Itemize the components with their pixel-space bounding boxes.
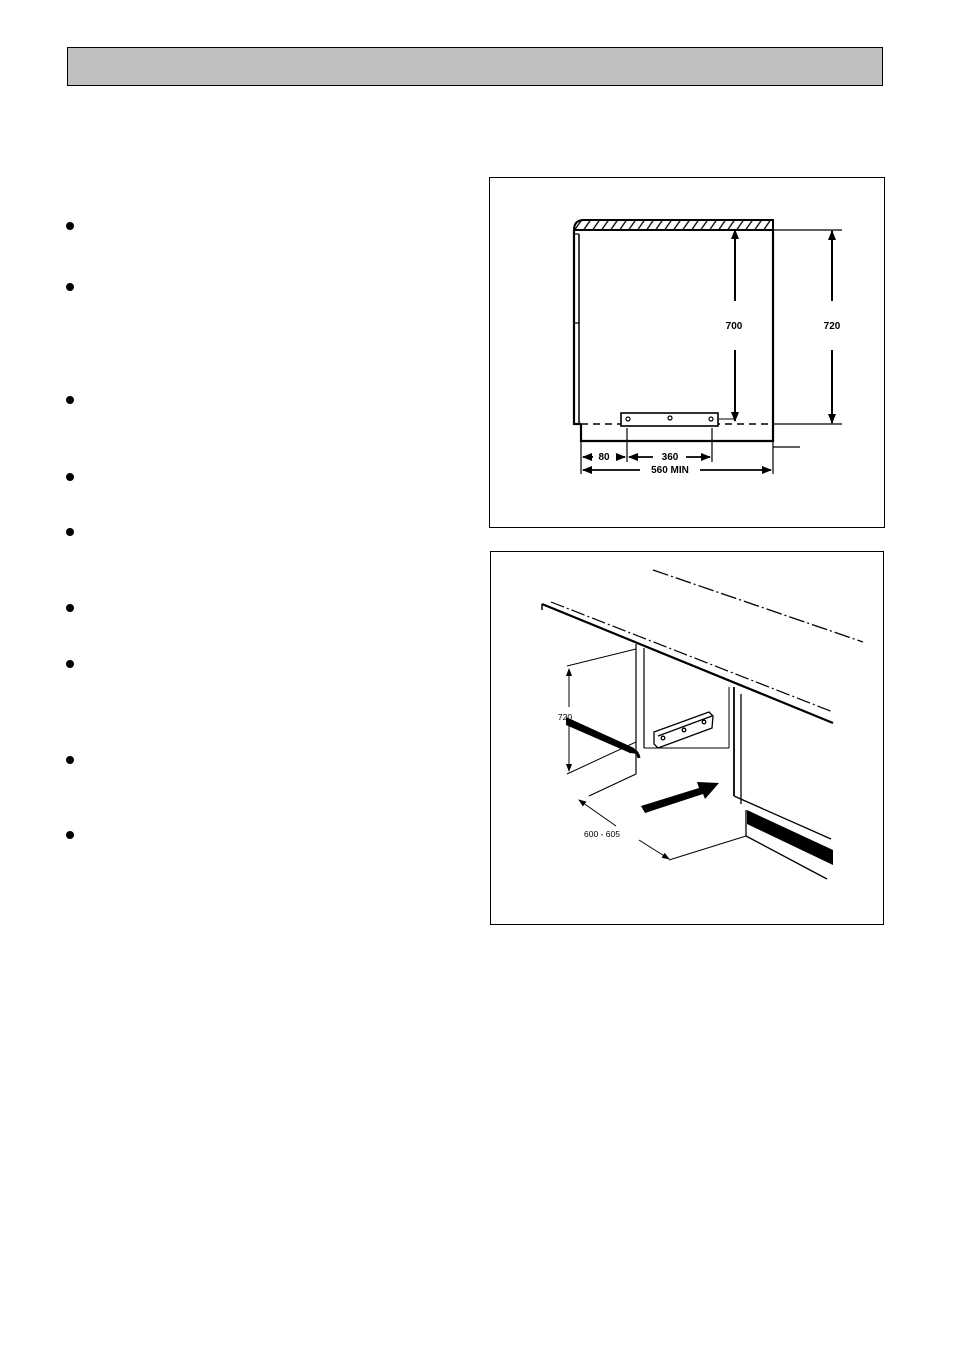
bullet-1: [66, 222, 74, 230]
right-cabinet-plinth: [747, 810, 833, 865]
bullet-4: [66, 473, 74, 481]
fig2-dimension-720: [567, 649, 636, 774]
fig2-dimension-720-label: 720: [557, 712, 573, 722]
fig2-fixing-bracket: [654, 712, 713, 748]
fixing-bracket: [621, 413, 736, 426]
bullet-5: [66, 528, 74, 536]
dimension-720-label: 720: [823, 321, 841, 332]
cabinet-perspective-svg: [491, 552, 885, 926]
left-cabinet: [589, 644, 644, 796]
insert-direction-arrow: [641, 782, 719, 813]
dimension-560-label: 560 MIN: [651, 465, 689, 476]
bullet-9: [66, 831, 74, 839]
bullet-7: [66, 660, 74, 668]
cabinet-perspective-diagram: [490, 551, 884, 925]
worktop: [574, 220, 773, 230]
fig2-dimension-depth-label: 600 - 605: [584, 829, 620, 839]
bullet-8: [66, 756, 74, 764]
bullet-3: [66, 396, 74, 404]
cabinet-front-diagram: [489, 177, 885, 528]
dimension-700-label: 700: [725, 321, 743, 332]
section-header-bar: [67, 47, 883, 86]
dimension-360-label: 360: [661, 452, 679, 463]
cabinet-outline: [574, 230, 773, 441]
dimension-80-label: 80: [598, 452, 610, 463]
cabinet-front-svg: [490, 178, 886, 529]
bullet-2: [66, 283, 74, 291]
back-edge-line: [653, 570, 863, 642]
left-cabinet-plinth: [566, 717, 638, 754]
bullet-6: [66, 604, 74, 612]
worktop-edge: [542, 602, 833, 723]
